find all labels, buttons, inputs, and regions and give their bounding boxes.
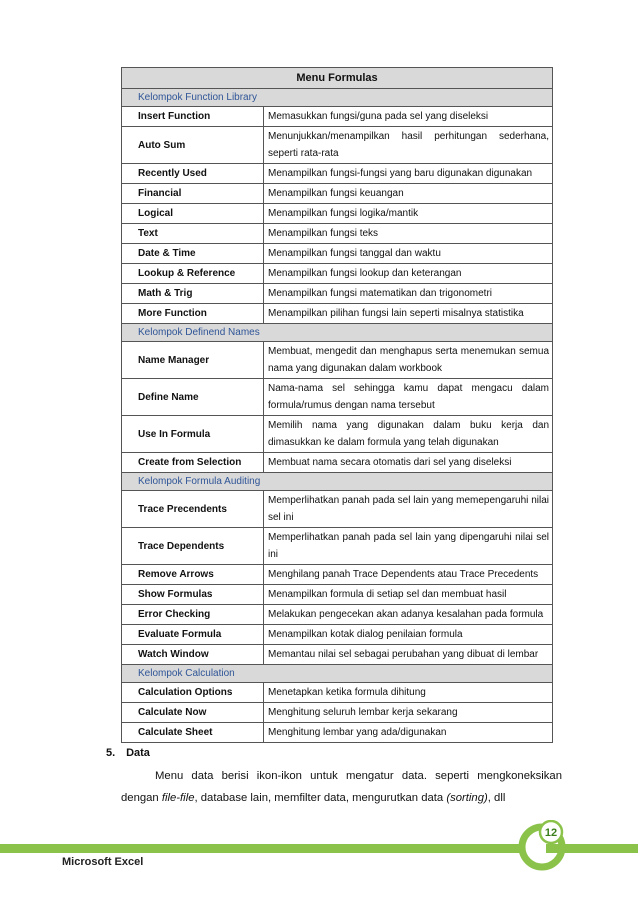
function-description: Menghitung lembar yang ada/digunakan xyxy=(264,723,553,743)
table-row xyxy=(122,204,553,224)
table-header-row xyxy=(122,68,553,89)
table-row xyxy=(122,127,553,164)
group-title: Kelompok Formula Auditing xyxy=(122,473,553,491)
paragraph-line-2 xyxy=(121,787,562,809)
table-row xyxy=(122,565,553,585)
table-row xyxy=(122,224,553,244)
section-number: 5. xyxy=(106,747,116,759)
table-row xyxy=(122,585,553,605)
table-row xyxy=(122,284,553,304)
group-title: Kelompok Function Library xyxy=(122,89,553,107)
function-description: Menampilkan fungsi lookup dan keterangan xyxy=(264,264,553,284)
function-description: Menghilang panah Trace Dependents atau Trace Precedents xyxy=(264,565,553,585)
function-name: Calculation Options xyxy=(122,683,264,703)
table-row xyxy=(122,683,553,703)
footer-title: Microsoft Excel xyxy=(62,856,144,868)
function-name: Show Formulas xyxy=(122,585,264,605)
function-name: Trace Precendents xyxy=(122,491,264,528)
function-name: Calculate Now xyxy=(122,703,264,723)
function-description: Menetapkan ketika formula dihitung xyxy=(264,683,553,703)
page-number: 12 xyxy=(544,827,558,839)
table-row xyxy=(122,645,553,665)
table-body xyxy=(122,68,553,743)
function-description: Membuat nama secara otomatis dari sel yang diseleksi xyxy=(264,453,553,473)
function-name: Create from Selection xyxy=(122,453,264,473)
function-name: Trace Dependents xyxy=(122,528,264,565)
table-row xyxy=(122,416,553,453)
function-name: Watch Window xyxy=(122,645,264,665)
function-description: Memperlihatkan panah pada sel lain yang memepengaruhi nilai sel ini xyxy=(264,491,553,528)
function-description: Menampilkan formula di setiap sel dan membuat hasil xyxy=(264,585,553,605)
paragraph-text: , dll xyxy=(487,792,506,804)
table-row xyxy=(122,491,553,528)
function-name: More Function xyxy=(122,304,264,324)
function-name: Calculate Sheet xyxy=(122,723,264,743)
group-row xyxy=(122,324,553,342)
table-row xyxy=(122,107,553,127)
table-row xyxy=(122,244,553,264)
function-description: Menampilkan fungsi-fungsi yang baru digunakan digunakan xyxy=(264,164,553,184)
function-description: Menghitung seluruh lembar kerja sekarang xyxy=(264,703,553,723)
group-title: Kelompok Calculation xyxy=(122,665,553,683)
function-name: Evaluate Formula xyxy=(122,625,264,645)
function-description: Menampilkan kotak dialog penilaian formula xyxy=(264,625,553,645)
function-description: Menampilkan fungsi logika/mantik xyxy=(264,204,553,224)
function-name: Financial xyxy=(122,184,264,204)
function-description: Menunjukkan/menampilkan hasil perhitungan sederhana, seperti rata-rata xyxy=(264,127,553,164)
function-description: Menampilkan fungsi keuangan xyxy=(264,184,553,204)
group-title: Kelompok Definend Names xyxy=(122,324,553,342)
function-name: Define Name xyxy=(122,379,264,416)
function-description: Memasukkan fungsi/guna pada sel yang diseleksi xyxy=(264,107,553,127)
paragraph-line-1: Menu data berisi ikon-ikon untuk mengatur data. seperti mengkoneksikan xyxy=(155,770,562,782)
table-row xyxy=(122,723,553,743)
table-header: Menu Formulas xyxy=(122,68,553,89)
footer-rule-left xyxy=(0,844,520,853)
group-row xyxy=(122,473,553,491)
function-name: Insert Function xyxy=(122,107,264,127)
function-description: Nama-nama sel sehingga kamu dapat mengacu dalam formula/rumus dengan nama tersebut xyxy=(264,379,553,416)
table-row xyxy=(122,453,553,473)
section-paragraph xyxy=(121,765,562,809)
function-name: Recently Used xyxy=(122,164,264,184)
section-title: Data xyxy=(126,747,150,759)
table-row xyxy=(122,342,553,379)
function-description: Menampilkan fungsi teks xyxy=(264,224,553,244)
table-row xyxy=(122,264,553,284)
function-name: Lookup & Reference xyxy=(122,264,264,284)
function-name: Auto Sum xyxy=(122,127,264,164)
function-name: Text xyxy=(122,224,264,244)
formulas-table xyxy=(121,67,553,743)
section-heading xyxy=(106,747,150,759)
function-description: Melakukan pengecekan akan adanya kesalahan pada formula xyxy=(264,605,553,625)
function-description: Memantau nilai sel sebagai perubahan yang dibuat di lembar xyxy=(264,645,553,665)
table-row xyxy=(122,184,553,204)
function-name: Error Checking xyxy=(122,605,264,625)
paragraph-text: , database lain, memfilter data, mengurutkan data xyxy=(194,792,447,804)
function-name: Name Manager xyxy=(122,342,264,379)
function-description: Menampilkan fungsi tanggal dan waktu xyxy=(264,244,553,264)
paragraph-italic-text: file-file xyxy=(161,792,195,804)
function-description: Membuat, mengedit dan menghapus serta menemukan semua nama yang digunakan dalam workbook xyxy=(264,342,553,379)
table-row xyxy=(122,164,553,184)
paragraph-text: dengan xyxy=(121,792,162,804)
function-description: Menampilkan fungsi matematikan dan trigonometri xyxy=(264,284,553,304)
function-description: Memilih nama yang digunakan dalam buku kerja dan dimasukkan ke dalam formula yang telah digunakan xyxy=(264,416,553,453)
table-row xyxy=(122,703,553,723)
function-description: Menampilkan pilihan fungsi lain seperti misalnya statistika xyxy=(264,304,553,324)
function-name: Math & Trig xyxy=(122,284,264,304)
table-row xyxy=(122,605,553,625)
function-name: Remove Arrows xyxy=(122,565,264,585)
function-description: Memperlihatkan panah pada sel lain yang dipengaruhi nilai sel ini xyxy=(264,528,553,565)
function-name: Date & Time xyxy=(122,244,264,264)
group-row xyxy=(122,665,553,683)
table-row xyxy=(122,379,553,416)
table-row xyxy=(122,304,553,324)
group-row xyxy=(122,89,553,107)
formulas-menu-table xyxy=(121,67,552,743)
function-name: Use In Formula xyxy=(122,416,264,453)
table-row xyxy=(122,528,553,565)
paragraph-italic-text: (sorting) xyxy=(446,792,488,804)
table-row xyxy=(122,625,553,645)
function-name: Logical xyxy=(122,204,264,224)
